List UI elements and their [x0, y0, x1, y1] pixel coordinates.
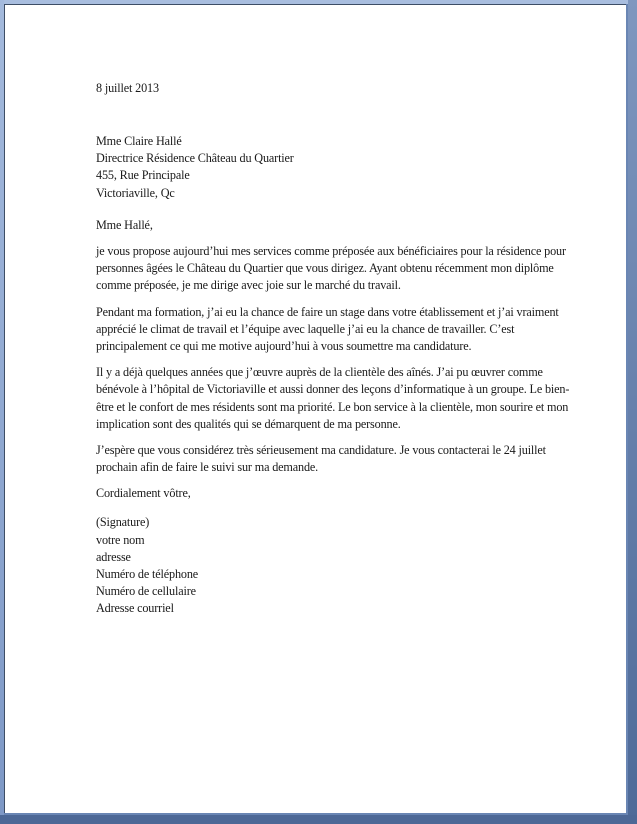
signature-block: [96, 514, 556, 617]
letter-body: [96, 243, 570, 618]
recipient-street: 455, Rue Principale: [96, 168, 190, 183]
paragraph-intro: [96, 243, 566, 295]
sender-address: adresse: [96, 549, 131, 564]
paragraph-follow-up: [96, 442, 556, 476]
recipient-address-block: [96, 133, 294, 202]
sender-phone: Numéro de téléphone: [96, 567, 199, 582]
document-page[interactable]: [4, 4, 626, 813]
paragraph-line: Pendant ma formation, j’ai eu la chance de faire un stage dans votre établissement et j’ai vraiment: [96, 304, 559, 319]
paragraph-line: prochain afin de faire le suivi sur ma demande.: [96, 460, 319, 475]
paragraph-line: apprécié le climat de travail et l’équipe avec laquelle j’ai eu la chance de travailler. C’est: [96, 321, 515, 336]
salutation: Mme Hallé,: [96, 218, 153, 232]
paragraph-line: J’espère que vous considérez très sérieusement ma candidature. Je vous contacterai le 24 juillet: [96, 442, 546, 457]
recipient-title: Directrice Résidence Château du Quartier: [96, 151, 294, 166]
workspace-background-right: [628, 0, 637, 824]
workspace-background-bottom: [0, 815, 637, 824]
paragraph-line: être et le confort de mes résidents sont ma priorité. Le bon service à la clientèle, mon sourire et mon: [96, 399, 569, 414]
paragraph-training: [96, 304, 559, 356]
sender-cell: Numéro de cellulaire: [96, 584, 196, 599]
recipient-name: Mme Claire Hallé: [96, 134, 182, 148]
recipient-city: Victoriaville, Qc: [96, 185, 175, 200]
letter-date: 8 juillet 2013: [96, 81, 159, 95]
signature-placeholder: (Signature): [96, 515, 150, 530]
paragraph-line: implication sont des qualités qui se démarquent de ma personne.: [96, 416, 401, 431]
sender-name: votre nom: [96, 532, 145, 547]
paragraph-line: principalement ce qui me motive aujourd’hui à vous soumettre ma candidature.: [96, 338, 472, 353]
paragraph-line: Il y a déjà quelques années que j’œuvre auprès de la clientèle des aînés. J’ai pu œuvrer comme: [96, 365, 543, 380]
paragraph-line: je vous propose aujourd’hui mes services comme préposée aux bénéficiaires pour la résidence pour: [96, 244, 566, 258]
paragraph-line: personnes âgées le Château du Quartier que vous dirigez. Ayant obtenu récemment mon diplôme: [96, 261, 554, 276]
closing: Cordialement vôtre,: [96, 486, 191, 501]
sender-email: Adresse courriel: [96, 601, 174, 616]
paragraph-line: comme préposée, je me dirige avec joie sur le marché du travail.: [96, 278, 401, 293]
paragraph-line: bénévole à l’hôpital de Victoriaville et aussi donner des leçons d’informatique à un groupe. Le bien-: [96, 382, 570, 397]
paragraph-experience: [96, 364, 570, 433]
